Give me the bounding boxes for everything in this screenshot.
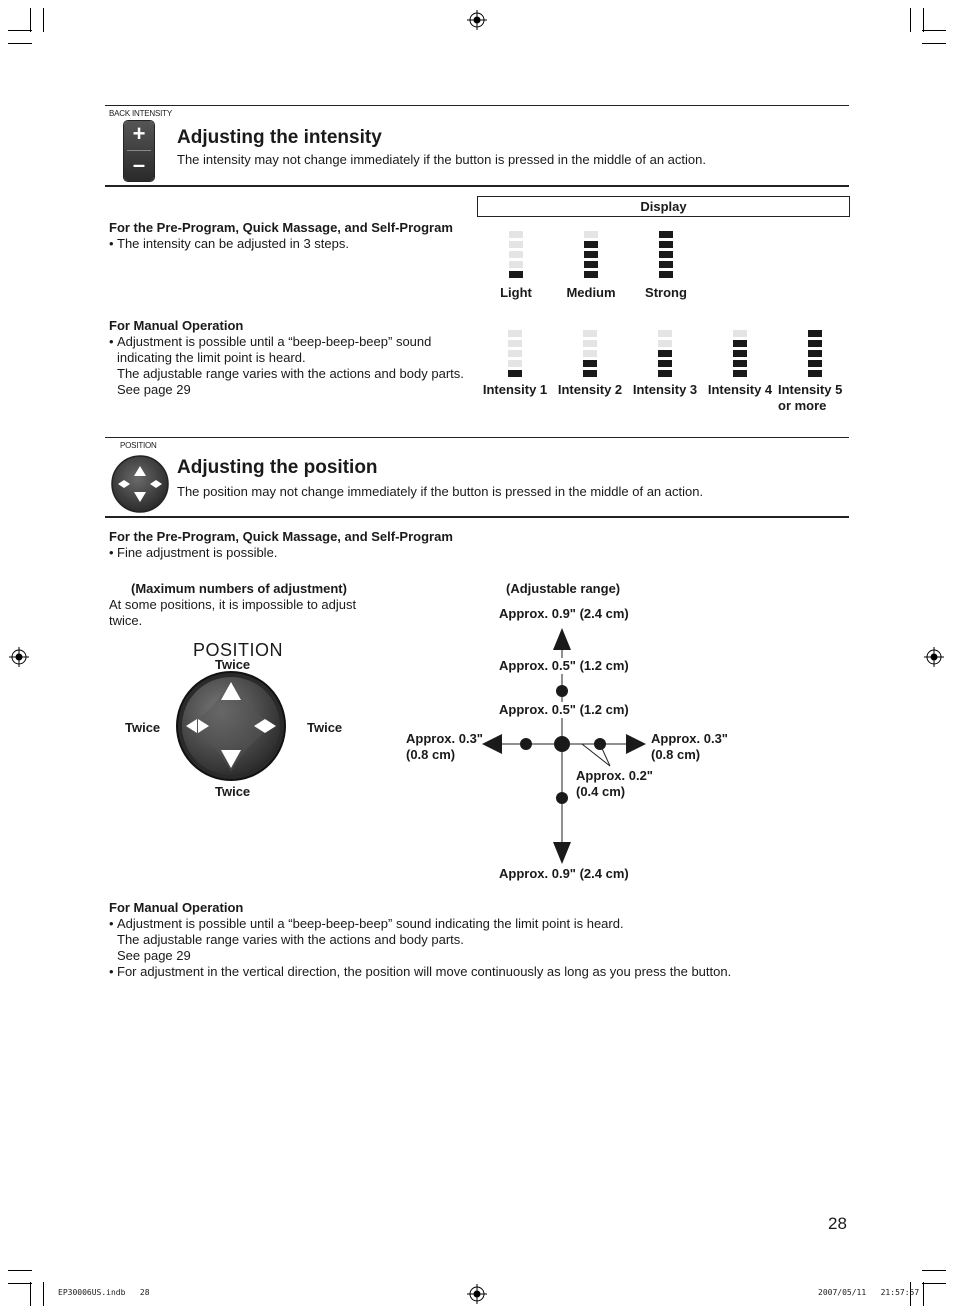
intensity-segment — [584, 241, 598, 248]
back-intensity-caption: BACK INTENSITY — [109, 109, 172, 118]
intensity-segment — [659, 261, 673, 268]
intensity-level-display — [584, 231, 598, 281]
intensity-segment — [659, 231, 673, 238]
intensity-segment — [733, 330, 747, 337]
intensity-level-display — [509, 231, 523, 281]
intensity-manual-bullet: • Adjustment is possible until a “beep-beep-beep” sound — [109, 334, 479, 350]
intensity-level-display — [508, 330, 522, 380]
intensity-note: The intensity may not change immediately if the button is pressed in the middle of an action. — [177, 152, 706, 167]
intensity-segment — [658, 330, 672, 337]
dial-right-label: Twice — [307, 720, 343, 735]
position-button-icon — [110, 454, 170, 514]
intensity-segment — [509, 261, 523, 268]
intensity-level-display — [583, 330, 597, 380]
position-caption: POSITION — [120, 441, 157, 450]
intensity-segment — [583, 330, 597, 337]
display-header — [477, 196, 850, 217]
position-preprogram-bullet: • Fine adjustment is possible. — [109, 545, 509, 561]
intensity-level-label: Intensity 3 — [632, 382, 698, 397]
intensity-bottom-rule — [105, 185, 849, 187]
intensity-segment — [509, 251, 523, 258]
position-manual-bullet2: • For adjustment in the vertical direction, the position will move continuously as long as you press the button. — [109, 964, 849, 980]
intensity-segment — [583, 340, 597, 347]
range-up-arrow-icon — [553, 628, 571, 650]
intensity-segment — [508, 360, 522, 367]
registration-mark-bottom — [467, 1284, 487, 1304]
intensity-segment — [584, 231, 598, 238]
range-right-label — [651, 731, 728, 763]
intensity-segment — [659, 241, 673, 248]
display-header-label: Display — [640, 199, 687, 214]
max-adjust-text — [109, 597, 379, 629]
range-down-arrow-icon — [553, 842, 571, 864]
range-small-label-line2: (0.4 cm) — [576, 784, 626, 799]
position-top-rule — [105, 437, 849, 438]
intensity-segment — [808, 350, 822, 357]
intensity-segment — [508, 340, 522, 347]
intensity-segment — [509, 241, 523, 248]
intensity-level-label: Medium — [566, 285, 616, 300]
range-small-label — [576, 768, 653, 800]
range-up-mid-label: Approx. 0.5" (1.2 cm) — [499, 658, 629, 673]
position-preprogram-heading: For the Pre-Program, Quick Massage, and Self-Program — [109, 529, 453, 544]
intensity-segment — [733, 370, 747, 377]
intensity-level-label: Intensity 1 — [482, 382, 548, 397]
intensity-segment — [808, 340, 822, 347]
intensity-level-label: Intensity 2 — [557, 382, 623, 397]
registration-mark-top — [467, 10, 487, 30]
intensity-manual-block — [109, 318, 479, 398]
position-dial — [175, 670, 287, 782]
intensity-segment — [659, 251, 673, 258]
intensity-manual-cont2: The adjustable range varies with the actions and body parts. — [117, 366, 464, 381]
intensity-segment — [584, 251, 598, 258]
intensity-segment — [583, 370, 597, 377]
intensity-level-display — [658, 330, 672, 380]
position-manual-bullet1: • Adjustment is possible until a “beep-beep-beep” sound indicating the limit point is heard. — [109, 916, 849, 932]
range-right-label-line2: (0.8 cm) — [651, 747, 701, 762]
position-manual-heading: For Manual Operation — [109, 900, 244, 915]
intensity-segment — [509, 271, 523, 278]
intensity-level-display — [733, 330, 747, 380]
intensity-segment — [584, 271, 598, 278]
intensity-segment — [658, 350, 672, 357]
minus-icon: – — [132, 152, 146, 177]
dial-left-label: Twice — [125, 720, 161, 735]
intensity-segment — [808, 360, 822, 367]
intensity-top-rule — [105, 105, 849, 106]
range-left-arrow-icon — [482, 734, 502, 754]
intensity-segment — [658, 370, 672, 377]
range-up-far-label: Approx. 0.9" (2.4 cm) — [499, 606, 629, 621]
intensity-segment — [659, 271, 673, 278]
intensity-manual-heading: For Manual Operation — [109, 318, 244, 333]
intensity-level-display — [808, 330, 822, 380]
intensity-level-display — [659, 231, 673, 281]
position-manual-block — [109, 900, 849, 980]
registration-mark-right — [924, 647, 944, 667]
max-adjust-text-line1: At some positions, it is impossible to adjust — [109, 597, 357, 612]
intensity-segment — [733, 360, 747, 367]
position-preprogram-block — [109, 529, 509, 561]
intensity-manual-cont1: indicating the limit point is heard. — [117, 350, 306, 365]
intensity-segment — [583, 360, 597, 367]
range-up-near-label: Approx. 0.5" (1.2 cm) — [499, 702, 629, 717]
intensity-level-label: Intensity 4 — [707, 382, 773, 397]
range-small-label-line1: Approx. 0.2" — [576, 768, 653, 783]
intensity-segment — [509, 231, 523, 238]
intensity-segment — [733, 340, 747, 347]
range-right-arrow-icon — [626, 734, 646, 754]
registration-mark-left — [9, 647, 29, 667]
plus-icon: + — [132, 121, 146, 146]
intensity-manual-cont3: See page 29 — [117, 382, 191, 397]
footer-right: 2007/05/11 21:57:57 — [818, 1288, 920, 1297]
intensity-segment — [508, 350, 522, 357]
position-note: The position may not change immediately if the button is pressed in the middle of an action. — [177, 484, 704, 499]
footer-left: EP30006US.indb 28 — [58, 1288, 150, 1297]
intensity-segment — [733, 350, 747, 357]
position-manual-cont2: See page 29 — [117, 948, 191, 963]
intensity-segment — [808, 370, 822, 377]
range-heading: (Adjustable range) — [506, 581, 621, 596]
max-adjust-text-line2: twice. — [109, 613, 143, 628]
intensity-level-label: Light — [500, 285, 532, 300]
intensity-segment — [658, 340, 672, 347]
intensity-preprogram-block — [109, 220, 469, 252]
range-left-label-line2: (0.8 cm) — [406, 747, 456, 762]
position-dial-label: POSITION — [193, 640, 284, 660]
intensity-title: Adjusting the intensity — [177, 127, 382, 148]
intensity-preprogram-bullet: • The intensity can be adjusted in 3 steps. — [109, 236, 469, 252]
intensity-level-label: Intensity 5 or more — [778, 382, 843, 413]
page-number: 28 — [828, 1214, 847, 1233]
intensity-preprogram-heading: For the Pre-Program, Quick Massage, and Self-Program — [109, 220, 453, 235]
intensity-segment — [808, 330, 822, 337]
intensity-segment — [508, 330, 522, 337]
position-title: Adjusting the position — [177, 457, 378, 478]
intensity-segment — [584, 261, 598, 268]
intensity-segment — [508, 370, 522, 377]
dial-bottom-label: Twice — [215, 784, 251, 799]
intensity-level-label: Strong — [645, 285, 687, 300]
range-left-label-line1: Approx. 0.3" — [406, 731, 483, 746]
range-left-label — [406, 731, 483, 763]
position-bottom-rule — [105, 516, 849, 518]
max-adjust-heading: (Maximum numbers of adjustment) — [131, 581, 347, 596]
range-right-label-line1: Approx. 0.3" — [651, 731, 728, 746]
intensity-segment — [583, 350, 597, 357]
range-down-far-label: Approx. 0.9" (2.4 cm) — [499, 866, 629, 881]
intensity-segment — [658, 360, 672, 367]
dial-top-label: Twice — [215, 657, 251, 672]
back-intensity-button — [124, 121, 154, 181]
position-manual-cont1: The adjustable range varies with the actions and body parts. — [117, 932, 464, 947]
